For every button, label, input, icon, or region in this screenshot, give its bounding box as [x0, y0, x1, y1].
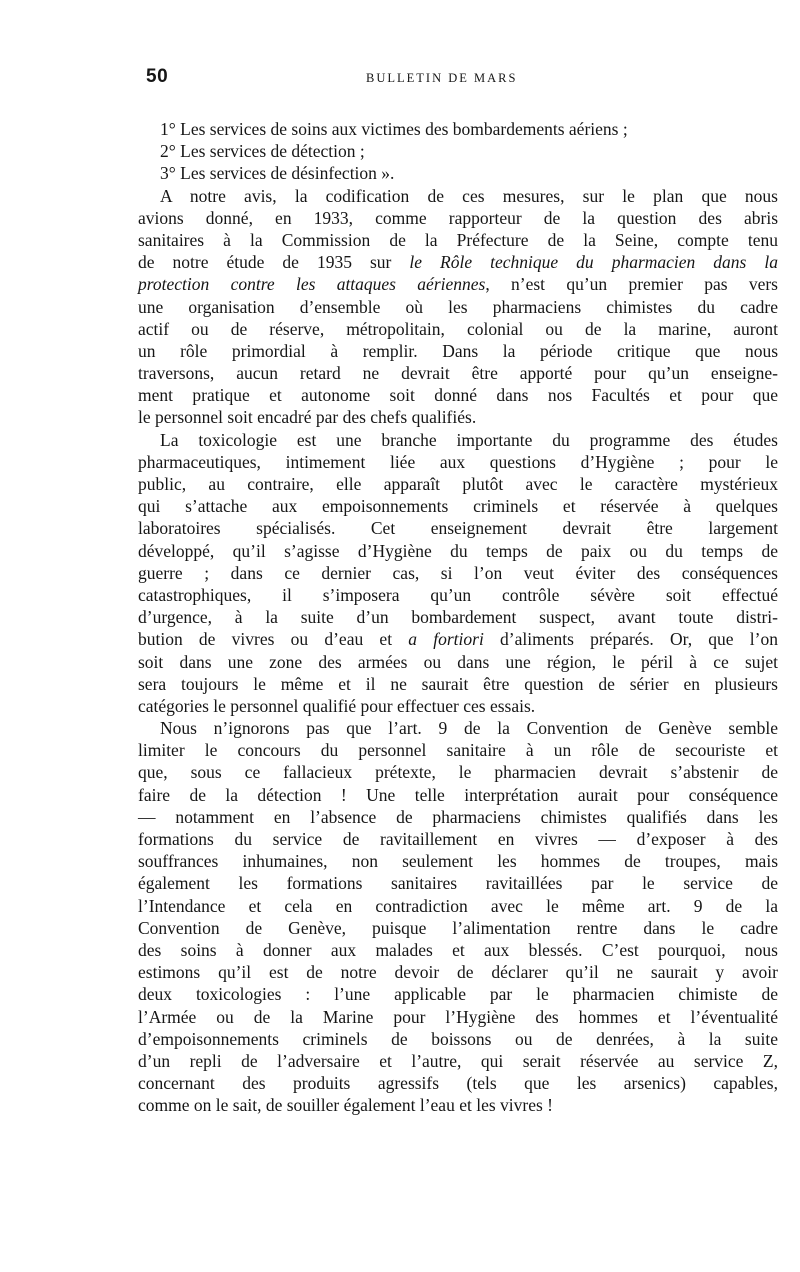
text-line: pharmaceutiques, intimement liée aux questions d’Hygiène ; pour le [138, 451, 778, 472]
text-line: d’un repli de l’adversaire et l’autre, qui serait réservée au service Z, [138, 1050, 778, 1071]
text-line: formations du service de ravitaillement en vivres — d’exposer à des [138, 829, 778, 849]
text-line: guerre ; dans ce dernier cas, si l’on veut éviter des conséquences [138, 562, 778, 583]
text-line: une organisation d’ensemble où les pharmaciens chimistes du cadre [138, 296, 778, 317]
text-line: avions donné, en 1933, comme rapporteur de la question des abris [138, 207, 778, 228]
text-line: le personnel soit encadré par des chefs qualifiés. [138, 407, 477, 428]
text-line: limiter le concours du personnel sanitaire à un rôle de secouriste et [138, 740, 778, 761]
text-line: souffrances inhumaines, non seulement les hommes de troupes, mais [138, 851, 778, 872]
text-line: soit dans une zone des armées ou dans une région, le péril à ce sujet [138, 651, 778, 672]
text-line: des soins à donner aux malades et aux blessés. C’est pourquoi, nous [138, 939, 778, 960]
text-line: catégories le personnel qualifié pour effectuer ces essais. [138, 695, 536, 716]
text-line: laboratoires spécialisés. Cet enseignement devrait être largement [138, 518, 778, 539]
text-line: sanitaires à la Commission de la Préfecture de la Seine, compte tenu [138, 229, 778, 250]
text-segment: bution de vivres ou d’eau et [138, 629, 409, 650]
text-line: — notamment en l’absence de pharmaciens chimistes qualifiés dans les [138, 806, 778, 827]
text-line: qui s’attache aux empoisonnements criminels et réservée à quelques [138, 496, 778, 517]
text-line: Nous n’ignorons pas que l’art. 9 de la Convention de Genève semble [160, 718, 778, 739]
text-line: deux toxicologies : l’une applicable par le pharmacien chimiste de [138, 984, 778, 1005]
page-number: 50 [146, 66, 169, 87]
text-line: un rôle primordial à remplir. Dans la période critique que nous [138, 340, 778, 361]
running-title: BULLETIN DE MARS [366, 71, 518, 85]
text-line: d’urgence, à la suite d’un bombardement suspect, avant toute distri- [138, 607, 778, 628]
text-line [138, 273, 778, 295]
text-line: l’Armée ou de la Marine pour l’Hygiène des hommes et l’éventualité [138, 1006, 778, 1027]
text-line: actif ou de réserve, métropolitain, colonial ou de la marine, auront [138, 318, 778, 339]
text-line: développé, qu’il s’agisse d’Hygiène du temps de paix ou du temps de [138, 540, 778, 561]
text-segment: de notre étude de 1935 sur [138, 252, 410, 273]
text-line: concernant des produits agressifs (tels que les arsenics) capables, [138, 1073, 778, 1094]
text-line: que, sous ce fallacieux prétexte, le pharmacien devrait s’abstenir de [138, 762, 778, 783]
text-line: catastrophiques, il s’imposera qu’un contrôle sévère soit effectué [138, 584, 778, 605]
text-line: comme on le sait, de souiller également l’eau et les vivres ! [138, 1095, 553, 1116]
text-line [138, 628, 778, 650]
text-line: La toxicologie est une branche importante du programme des études [160, 429, 778, 450]
text-line: faire de la détection ! Une telle interprétation aurait pour conséquence [138, 784, 778, 805]
text-line: traversons, aucun retard ne devrait être apporté pour qu’un enseigne- [138, 363, 778, 384]
text-line: d’empoisonnements criminels de boissons ou de denrées, à la suite [138, 1028, 778, 1049]
text-line: 2° Les services de détection ; [160, 141, 365, 162]
text-line [138, 251, 778, 273]
text-line: ment pratique et autonome soit donné dans nos Facultés et pour que [138, 385, 778, 406]
text-segment: d’aliments préparés. Or, que l’on [483, 629, 778, 650]
text-line: estimons qu’il est de notre devoir de déclarer qu’il ne saurait y avoir [138, 962, 778, 983]
text-line: A notre avis, la codification de ces mesures, sur le plan que nous [160, 185, 778, 206]
text-line: sera toujours le même et il ne saurait être question de sérier en plusieurs [138, 673, 778, 694]
italic-text: a fortiori [408, 629, 484, 650]
text-line: 1° Les services de soins aux victimes des bombardements aériens ; [160, 119, 628, 139]
text-line: également les formations sanitaires ravitaillées par le service de [138, 873, 778, 894]
text-line: l’Intendance et cela en contradiction avec le même art. 9 de la [138, 895, 778, 916]
text-line: Convention de Genève, puisque l’alimentation rentre dans le cadre [138, 917, 778, 938]
running-header [146, 66, 776, 92]
italic-text: protection contre les attaques aériennes [138, 274, 486, 295]
text-line: 3° Les services de désinfection ». [160, 163, 395, 184]
body-text [138, 118, 778, 1116]
italic-text: le Rôle technique du pharmacien dans la [409, 252, 778, 273]
text-segment: , n’est qu’un premier pas vers [485, 274, 778, 295]
text-line: public, au contraire, elle apparaît plutôt avec le caractère mystérieux [138, 474, 778, 494]
